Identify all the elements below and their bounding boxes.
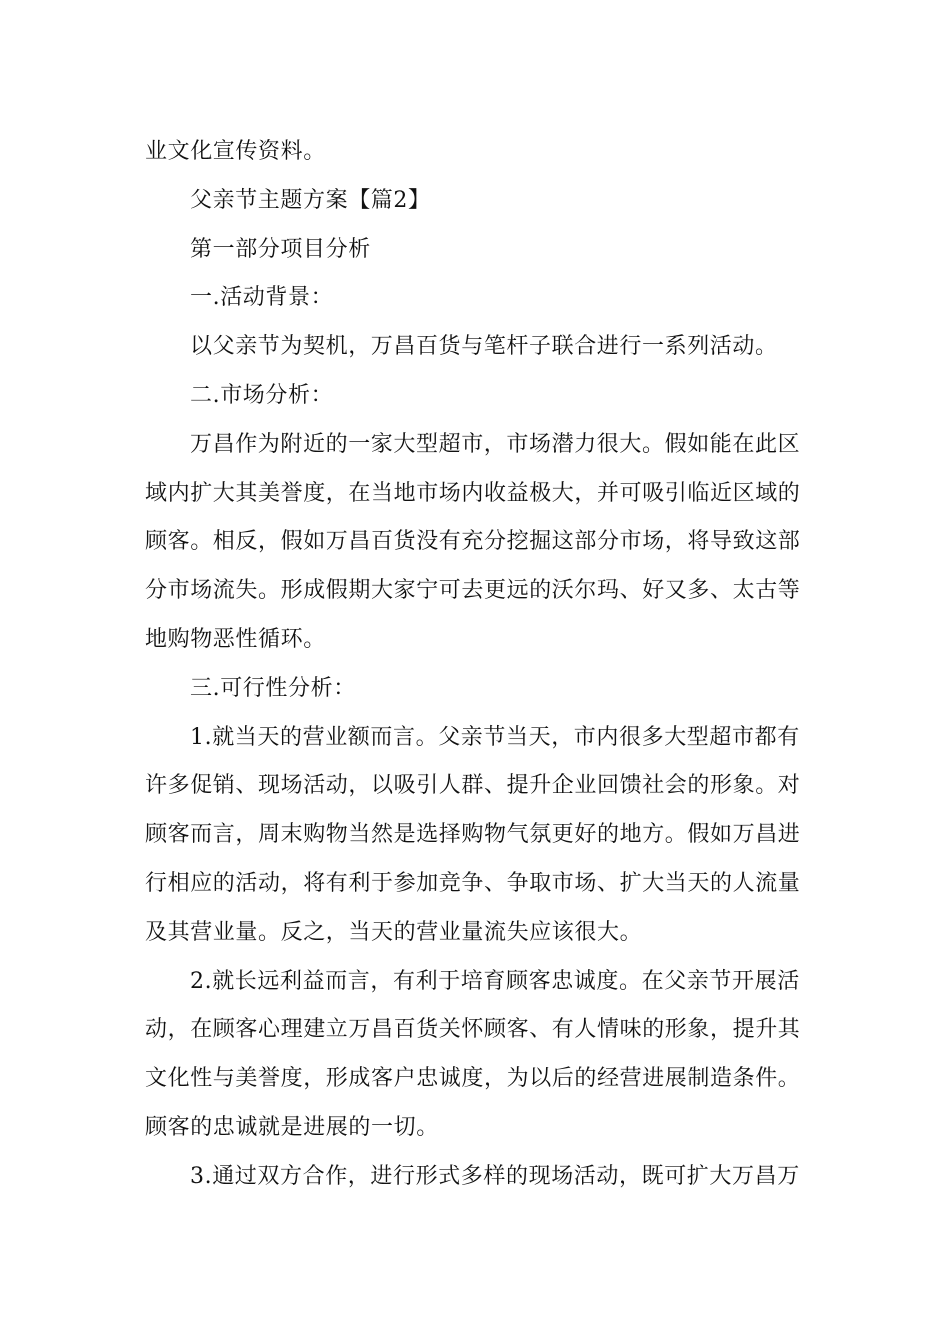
paragraph-line: 以父亲节为契机，万昌百货与笔杆子联合进行一系列活动。: [190, 334, 778, 360]
paragraph-line: 及其营业量。反之，当天的营业量流失应该很大。: [145, 919, 643, 945]
paragraph-line: 域内扩大其美誉度，在当地市场内收益极大，并可吸引临近区域的: [145, 480, 801, 506]
paragraph-line: 顾客的忠诚就是进展的一切。: [145, 1114, 439, 1140]
paragraph-line: 文化性与美誉度，形成客户忠诚度，为以后的经营进展制造条件。: [145, 1066, 801, 1092]
subheading-market: 二.市场分析：: [190, 382, 334, 408]
paragraph-line: 动，在顾客心理建立万昌百货关怀顾客、有人情味的形象，提升其: [145, 1017, 801, 1043]
paragraph-line: 1.就当天的营业额而言。父亲节当天，市内很多大型超市都有: [190, 724, 800, 750]
paragraph-line: 地购物恶性循环。: [145, 626, 326, 652]
paragraph-line: 许多促销、现场活动，以吸引人群、提升企业回馈社会的形象。对: [145, 773, 801, 799]
paragraph-line: 行相应的活动，将有利于参加竞争、争取市场、扩大当天的人流量: [145, 870, 801, 896]
section-title: 父亲节主题方案【篇2】: [190, 187, 431, 213]
document-body: [145, 128, 810, 1202]
part-heading: 第一部分项目分析: [190, 236, 371, 262]
paragraph-line: 顾客而言，周末购物当然是选择购物气氛更好的地方。假如万昌进: [145, 822, 801, 848]
body-line-continuation: 业文化宣传资料。: [145, 139, 326, 164]
paragraph-line: 分市场流失。形成假期大家宁可去更远的沃尔玛、好又多、太古等: [145, 578, 801, 604]
paragraph-line: 3.通过双方合作，进行形式多样的现场活动，既可扩大万昌万: [190, 1163, 800, 1189]
paragraph-line: 万昌作为附近的一家大型超市，市场潜力很大。假如能在此区: [190, 431, 801, 457]
subheading-background: 一.活动背景：: [190, 285, 334, 311]
paragraph-line: 2.就长远利益而言，有利于培育顾客忠诚度。在父亲节开展活: [190, 968, 800, 994]
subheading-feasibility: 三.可行性分析：: [190, 675, 356, 701]
paragraph-line: 顾客。相反，假如万昌百货没有充分挖掘这部分市场，将导致这部: [145, 529, 801, 555]
